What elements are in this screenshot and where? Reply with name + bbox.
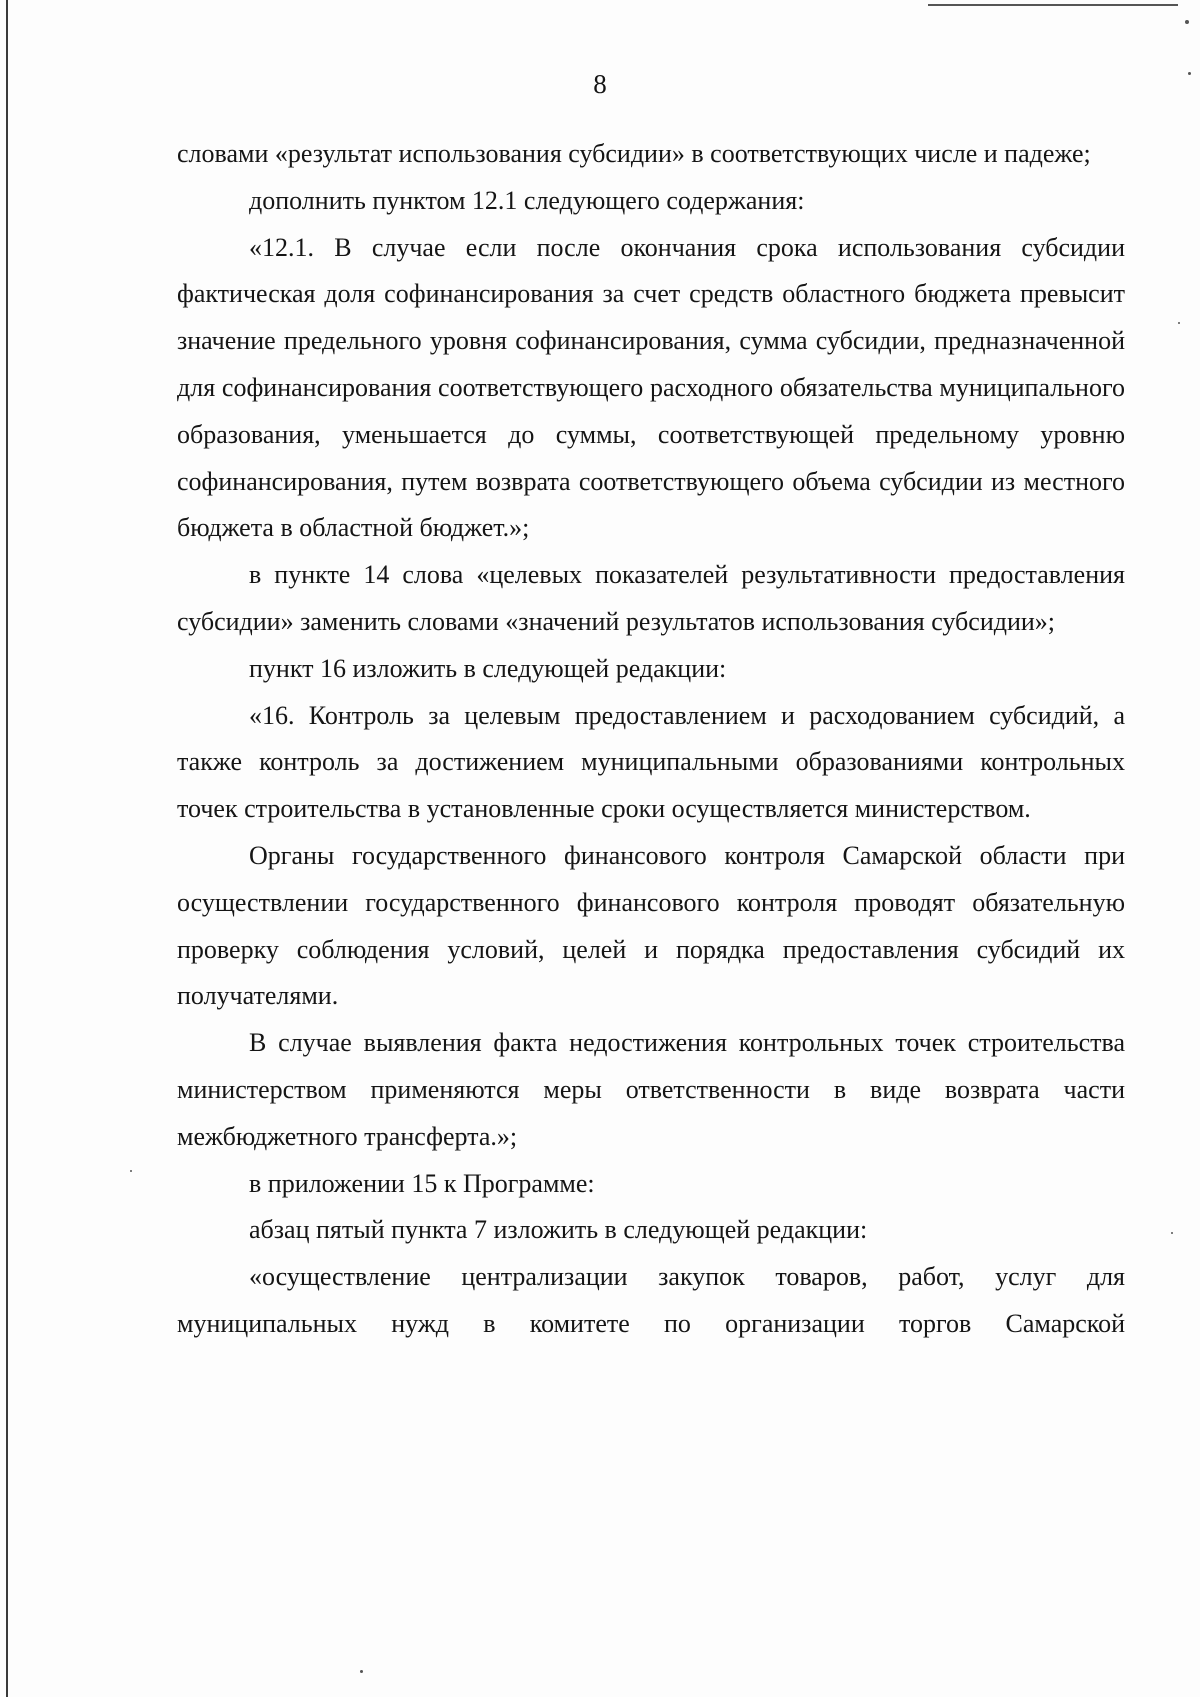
paragraph: дополнить пунктом 12.1 следующего содержания: (249, 185, 805, 215)
scan-speck (1178, 322, 1180, 324)
scan-top-border (928, 4, 1178, 6)
paragraph: пункт 16 изложить в следующей редакции: (249, 653, 727, 683)
paragraph: словами «результат использования субсидии» в соответствующих числе и падеже; (177, 139, 1091, 168)
paragraph: В случае выявления факта недостижения контрольных точек строительства министерством применяются меры ответственности в виде возврата части межбюджетного трансферта.»; (177, 1028, 1125, 1151)
paragraph: в пункте 14 слова «целевых показателей результативности предоставления субсидии» заменить словами «значений результатов использования субсидии»; (177, 560, 1125, 636)
document-body (177, 131, 1125, 1348)
page-number: 8 (593, 69, 607, 99)
paragraph: «12.1. В случае если после окончания срока использования субсидии фактическая доля софинансирования за счет средств областного бюджета превысит значение предельного уровня софинансирования, сумма субсидии, предназначенной для софинансирования соответствующего расходного обязательства муниципального образования, уменьшается до суммы, соответствующей предельному уровню софинансирования, путем возврата соответствующего объема субсидии из местного бюджета в областной бюджет.»; (177, 232, 1125, 543)
paragraph: Органы государственного финансового контроля Самарской области при осуществлении государственного финансового контроля проводят обязательную проверку соблюдения условий, целей и порядка предоставления субсидий их получателями. (177, 840, 1125, 1011)
scan-speck (360, 1670, 363, 1673)
scan-left-border (6, 0, 8, 1697)
scan-speck (1171, 1232, 1173, 1234)
paragraph: «16. Контроль за целевым предоставлением и расходованием субсидий, а также контроль за достижением муниципальными образованиями контрольных точек строительства в установленные сроки осуществляется министерством. (177, 700, 1125, 824)
scan-speck (1185, 20, 1189, 24)
scan-speck (130, 1170, 132, 1172)
paragraph: абзац пятый пункта 7 изложить в следующей редакции: (249, 1215, 868, 1245)
paragraph: в приложении 15 к Программе: (249, 1168, 595, 1198)
paragraph: «осуществление централизации закупок товаров, работ, услуг для муниципальных нужд в комитете по организации торгов Самарской (177, 1262, 1125, 1338)
